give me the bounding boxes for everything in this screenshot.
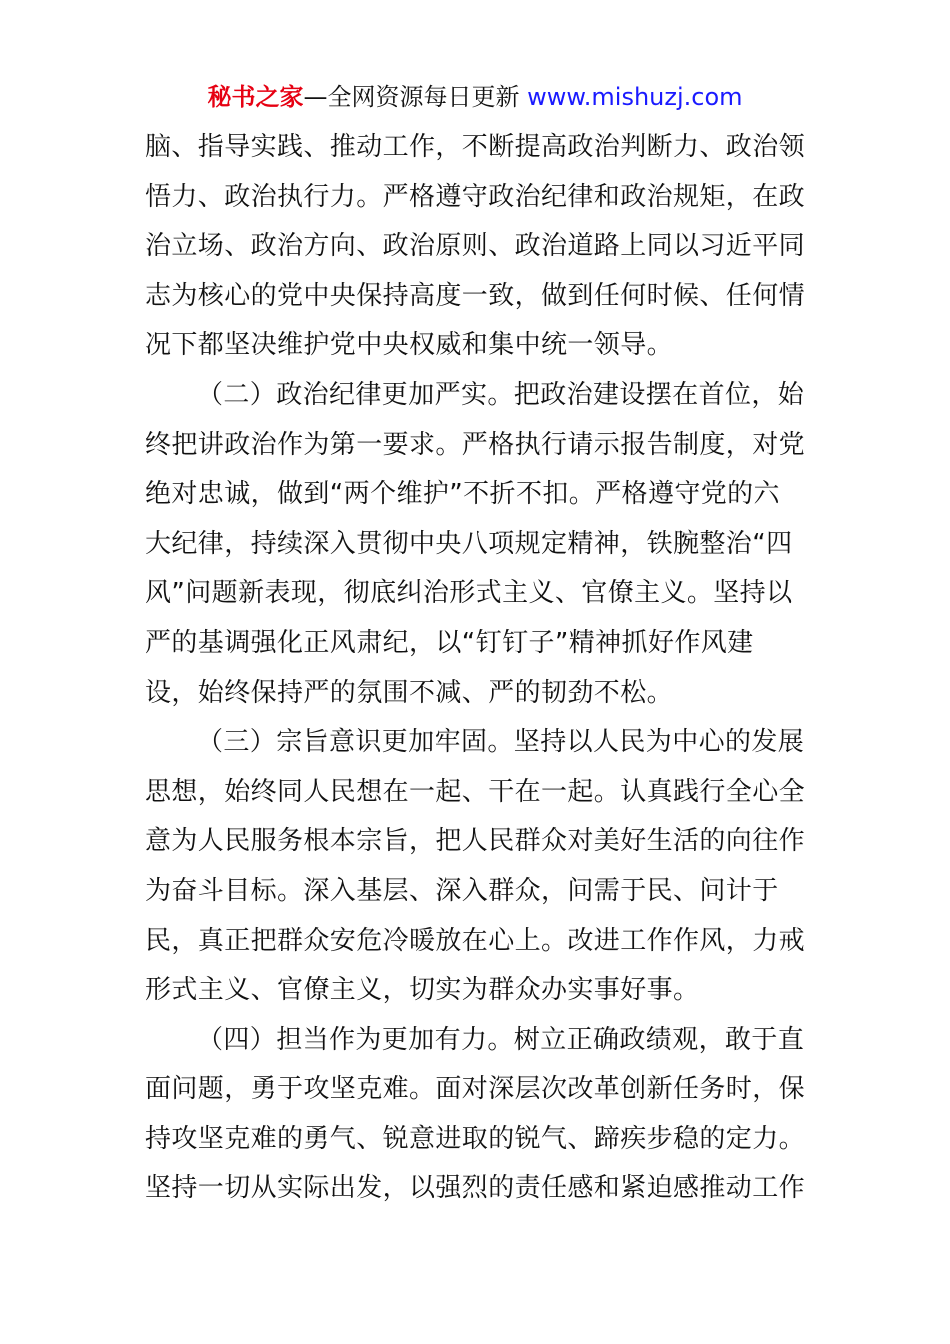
text-line: 治立场、政治方向、政治原则、政治道路上同以习近平同 bbox=[145, 231, 806, 262]
text-line: 绝对忠诚，做到“两个维护”不折不扣。严格遵守党的六 bbox=[145, 479, 780, 510]
text-line: 脑、指导实践、推动工作，不断提高政治判断力、政治领 bbox=[145, 132, 806, 162]
section-heading-line: （四）担当作为更加有力。树立正确政绩观，敢于直 bbox=[197, 1024, 805, 1055]
text-line: 严的基调强化正风肃纪，以“钉钉子”精神抓好作风建 bbox=[145, 627, 754, 658]
section-heading-line: （三）宗旨意识更加牢固。坚持以人民为中心的发展 bbox=[197, 727, 805, 758]
text-line: 坚持一切从实际出发，以强烈的责任感和紧迫感推动工作 bbox=[145, 1173, 806, 1204]
text-line: 面问题，勇于攻坚克难。面对深层次改革创新任务时，保 bbox=[145, 1074, 806, 1105]
text-line: 终把讲政治作为第一要求。严格执行请示报告制度，对党 bbox=[145, 429, 806, 460]
site-brand: 秘书之家 bbox=[207, 83, 304, 111]
site-slogan: —全网资源每日更新 bbox=[303, 83, 528, 111]
text-line: 风”问题新表现，彻底纠治形式主义、官僚主义。坚持以 bbox=[145, 578, 793, 609]
text-line: 形式主义、官僚主义，切实为群众办实事好事。 bbox=[145, 975, 700, 1006]
text-line: 持攻坚克难的勇气、锐意进取的锐气、蹄疾步稳的定力。 bbox=[145, 1123, 806, 1154]
text-line: 思想，始终同人民想在一起、干在一起。认真践行全心全 bbox=[145, 776, 806, 807]
text-line: 悟力、政治执行力。严格遵守政治纪律和政治规矩，在政 bbox=[145, 181, 806, 212]
section-heading-line: （二）政治纪律更加严实。把政治建设摆在首位，始 bbox=[197, 379, 805, 410]
text-line: 况下都坚决维护党中央权威和集中统一领导。 bbox=[145, 330, 674, 361]
document-body bbox=[145, 123, 807, 1214]
page-header bbox=[0, 80, 950, 114]
text-line: 意为人民服务根本宗旨，把人民群众对美好生活的向往作 bbox=[145, 826, 806, 857]
site-url[interactable]: www.mishuzj.com bbox=[527, 83, 743, 111]
text-line: 为奋斗目标。深入基层、深入群众，问需于民、问计于 bbox=[145, 875, 779, 906]
text-line: 志为核心的党中央保持高度一致，做到任何时候、任何情 bbox=[145, 280, 806, 311]
text-line: 大纪律，持续深入贯彻中央八项规定精神，铁腕整治“四 bbox=[145, 528, 793, 559]
text-line: 设，始终保持严的氛围不减、严的韧劲不松。 bbox=[145, 677, 674, 708]
text-line: 民，真正把群众安危冷暖放在心上。改进工作作风，力戒 bbox=[145, 925, 806, 956]
